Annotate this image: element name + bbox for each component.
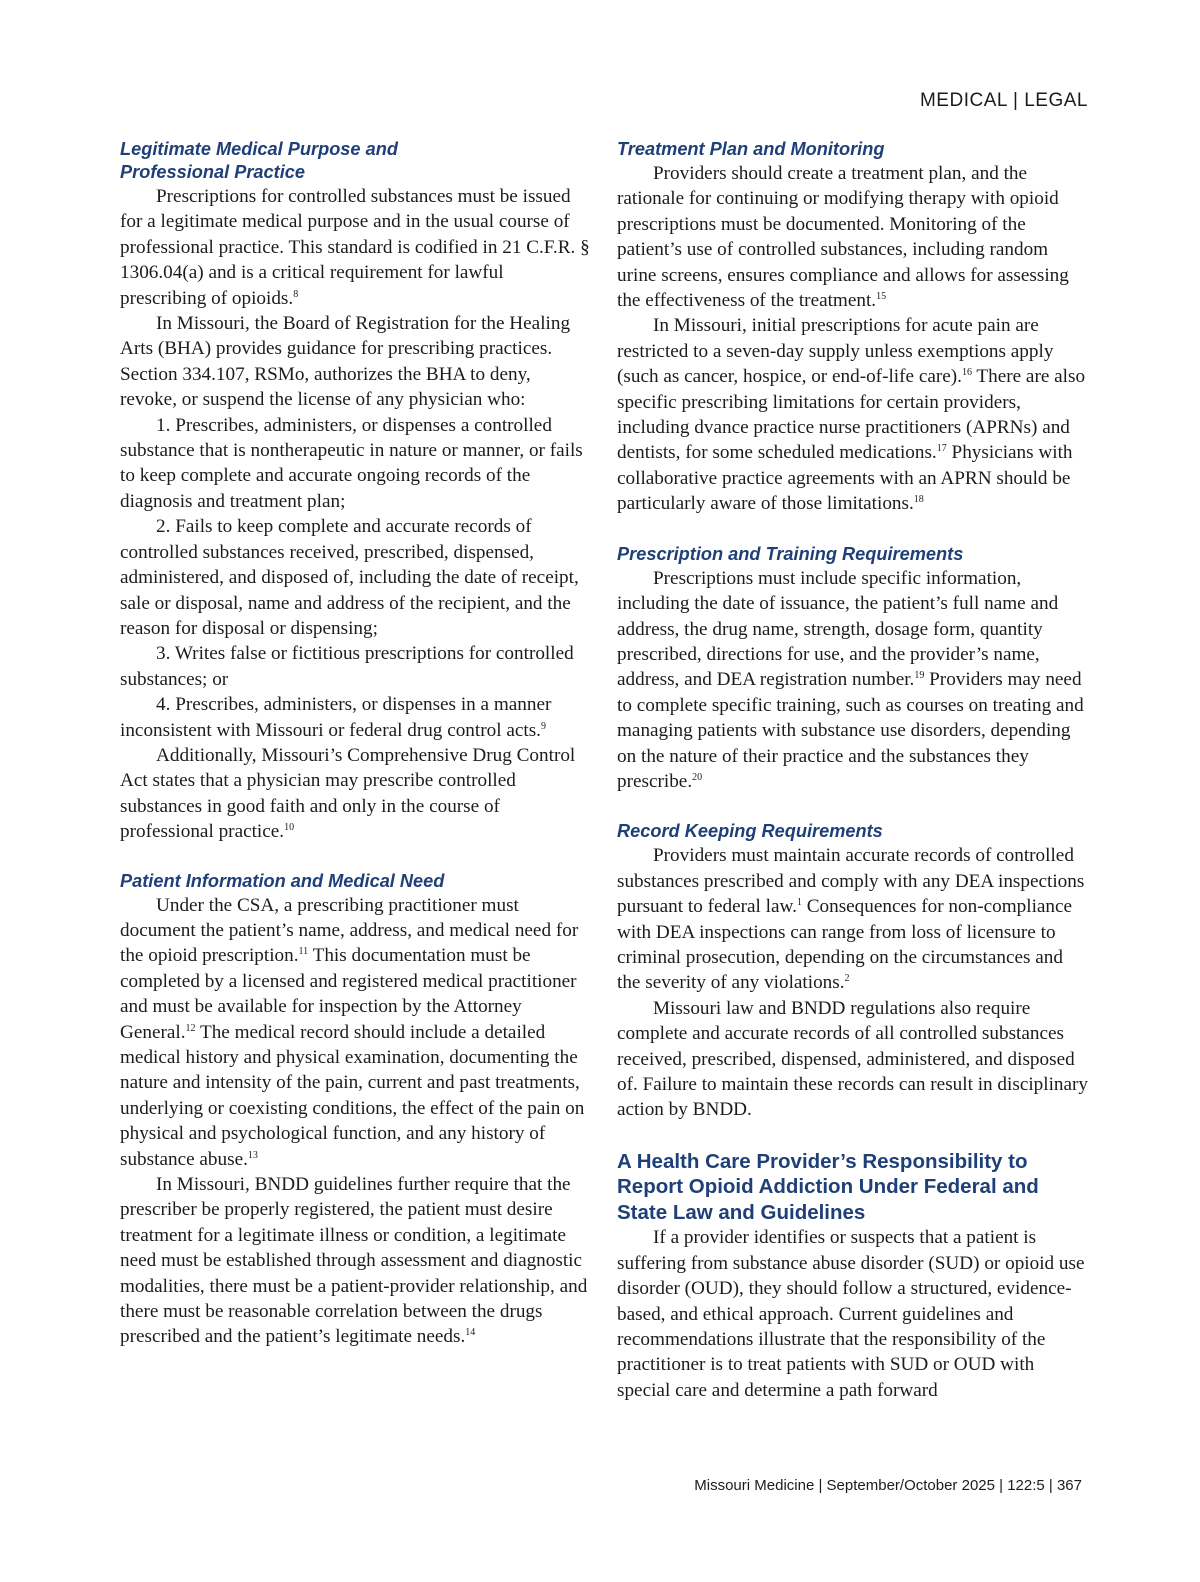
- paragraph: Prescriptions must include specific information, including the date of issuance, the patient’s full name and address, the drug name, strength, dosage form, quantity prescribed, directions for use, and the provider’s name, address, and DEA registration number.$^{19}$ Providers may need to complete specific training, such as courses on treating and managing patients with substance use disorders, depending on the nature of their practice and the substances they prescribe.$^{20}$: [617, 567, 1084, 792]
- heading-patient-information: Patient Information and Medical Need: [120, 870, 445, 891]
- footnote-ref: 16: [961, 367, 972, 379]
- footnote-ref: 13: [247, 1149, 258, 1161]
- page-footer: Missouri Medicine | September/October 2025 | 122:5 | 367: [694, 1477, 1082, 1494]
- footnote-ref: 14: [465, 1327, 476, 1339]
- heading-legitimate-purpose: Legitimate Medical Purpose and Professional Practice: [120, 139, 398, 182]
- footnote-ref: 2: [844, 973, 850, 985]
- paragraph: Additionally, Missouri’s Comprehensive Drug Control Act states that a physician may prescribe controlled substances in good faith and only in the course of professional practice.$^{10}$: [120, 744, 576, 843]
- footnote-ref: 12: [185, 1022, 196, 1034]
- footnote-ref: 15: [876, 291, 887, 303]
- footnote-ref: 8: [293, 288, 299, 300]
- footnote-ref: 18: [913, 494, 924, 506]
- footnote-ref: 20: [692, 771, 703, 783]
- heading-treatment-plan: Treatment Plan and Monitoring: [617, 139, 885, 159]
- paragraph: Providers should create a treatment plan, and the rationale for continuing or modifying therapy with opioid prescriptions must be documented. Monitoring of the patient’s use of controlled substances, including random urine screens, ensures compliance and allows for assessing the effectiveness of the treatment.$^{15}$: [617, 163, 1069, 312]
- paragraph: In Missouri, initial prescriptions for acute pain are restricted to a seven-day supply unless exemptions apply (such as cancer, hospice, or end-of-life care).$^{16}$ There are also specific prescribing limitations for certain providers, including dvance practice nurse practitioners (APRNs) and dentists, for some scheduled medications.$^{17}$ Physicians with collaborative practice agreements with an APRN should be particularly aware of those limitations.$^{18}$: [617, 315, 1086, 515]
- list-item: 4. Prescribes, administers, or dispenses in a manner inconsistent with Missouri or federal drug control acts.$^9$: [120, 694, 552, 741]
- footnote-ref: 10: [284, 822, 295, 834]
- right-column: [617, 138, 1089, 1403]
- left-column: [120, 138, 592, 1350]
- list-item: 1. Prescribes, administers, or dispenses a controlled substance that is nontherapeutic in nature or manner, or fails to keep complete and accurate ongoing records of the diagnosis and treatment plan;: [120, 414, 583, 512]
- footnote-ref: 17: [936, 443, 947, 455]
- paragraph: Providers must maintain accurate records of controlled substances prescribed and comply with any DEA inspections pursuant to federal law.$^1$ Consequences for non-compliance with DEA inspections can range from loss of licensure to criminal prosecution, depending on the circumstances and the severity of any violations.$^2$: [617, 845, 1085, 994]
- paragraph: If a provider identifies or suspects that a patient is suffering from substance abuse disorder (SUD) or opioid use disorder (OUD), they should follow a structured, evidence-based, and ethical approach. Current guidelines and recommendations illustrate that the responsibility of the practitioner is to treat patients with SUD or OUD with special care and determine a path forward: [617, 1227, 1085, 1401]
- section-header: MEDICAL | LEGAL: [919, 90, 1088, 111]
- footnote-ref: 9: [540, 720, 546, 732]
- heading-record-keeping: Record Keeping Requirements: [617, 821, 883, 842]
- list-item: 3. Writes false or fictitious prescriptions for controlled substances; or: [120, 643, 574, 690]
- paragraph: In Missouri, the Board of Registration for the Healing Arts (BHA) provides guidance for prescribing practices. Section 334.107, RSMo, authorizes the BHA to deny, revoke, or suspend the license of any physician who:: [120, 313, 571, 411]
- footnote-ref: 11: [298, 946, 309, 958]
- paragraph: Under the CSA, a prescribing practitioner must document the patient’s name, address, and medical need for the opioid prescription.$^{11}$ This documentation must be completed by a licensed and registered medical practitioner and must be available for inspection by the Attorney General.$^{12}$ The medical record should include a detailed medical history and physical examination, documenting the nature and intensity of the pain, current and past treatments, underlying or coexisting conditions, the effect of the pain on physical and psychological function, and any history of substance abuse.$^{13}$: [120, 894, 585, 1170]
- heading-prescription-training: Prescription and Training Requirements: [617, 543, 964, 564]
- list-item: 2. Fails to keep complete and accurate records of controlled substances received, prescribed, dispensed, administered, and disposed of, including the date of receipt, sale or disposal, name and address of the recipient, and the reason for disposal or dispensing;: [120, 516, 579, 639]
- footnote-ref: 1: [796, 897, 802, 909]
- paragraph: In Missouri, BNDD guidelines further require that the prescriber be properly registered, the patient must desire treatment for a legitimate illness or condition, a legitimate need must be established through assessment and diagnostic modalities, there must be a patient-provider relationship, and there must be reasonable correlation between the drugs prescribed and the patient’s legitimate needs.$^{14}$: [120, 1174, 588, 1348]
- paragraph: Missouri law and BNDD regulations also require complete and accurate records of all controlled substances received, prescribed, dispensed, administered, and disposed of. Failure to maintain these records can result in disciplinary action by BNDD.: [617, 997, 1089, 1121]
- paragraph: Prescriptions for controlled substances must be issued for a legitimate medical purpose and in the usual course of professional practice. This standard is codified in 21 C.F.R. § 1306.04(a) and is a critical requirement for lawful prescribing of opioids.$^8$: [120, 186, 590, 309]
- heading-provider-responsibility: A Health Care Provider’s Responsibility to Report Opioid Addiction Under Federal and State Law and Guidelines: [617, 1149, 1039, 1224]
- footnote-ref: 19: [914, 670, 925, 682]
